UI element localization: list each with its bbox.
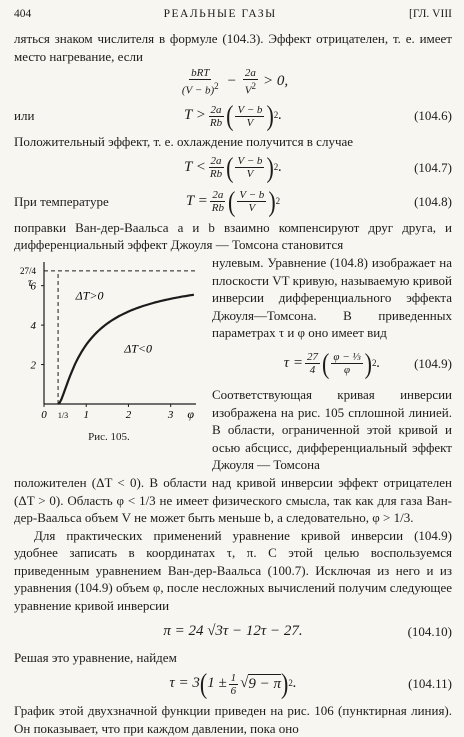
chapter-label: [ГЛ. VIII: [409, 8, 452, 20]
equation-104-10: [14, 615, 452, 649]
region-label-top: ΔT>0: [75, 288, 104, 303]
x-axis-label: φ: [187, 406, 194, 421]
equation-104-9: τ = $\frac{27}{4}$ ( $\frac{\text{φ − ⅓}}{\varphi}$ ) 2 . (104.9): [283, 347, 452, 380]
paragraph-4: поправки Ван-дер-Ваальса a и b взаимно компенсируют друг друга, и дифференциальный эффект Джоуля — Томсона становится: [14, 219, 452, 253]
paragraph-2: Положительный эффект, т. е. охлаждение получится в случае: [14, 134, 354, 150]
eq-number-104-8: (104.8): [414, 193, 452, 209]
y-tick-label: 2: [30, 359, 36, 372]
x-small-label: 1/3: [57, 410, 69, 420]
page-number: 404: [14, 8, 32, 20]
figure-wrap-block: [14, 254, 452, 474]
ili-word: или: [14, 108, 35, 124]
equation-104-11: τ = 3 ( 1 ± $\frac{1}{6}$ √ 9 − π ) 2 . (104.11): [169, 667, 452, 701]
y-top-label: 27/4: [19, 265, 36, 276]
y-tick-label: 6: [30, 280, 36, 293]
inversion-curve-chart: [14, 254, 204, 424]
eq-number-104-9: (104.9): [414, 356, 452, 372]
figure-105: [14, 254, 204, 446]
right-paragraph-1: нулевым. Уравнение (104.8) изображает на плоскости VT кривую, называемую кривой инверсии дифференциального эффекта Джоуля—Томсона. В приведенных параметрах τ и φ оно имеет вид: [212, 254, 452, 341]
figure-caption: Рис. 105.: [88, 430, 130, 443]
equation-104-6: или T > $\frac{2a}{Rb}$ ( $\frac{V - b}{V}$ ) 2 . (104.6): [14, 99, 452, 133]
eq-number-104-7: (104.7): [414, 159, 452, 175]
page: [14, 6, 452, 737]
eq-number-104-6: (104.6): [414, 108, 452, 124]
paragraph-8: График этой двухзначной функции приведен на рис. 106 (пунктирная линия). Он показывает, что при каждом давлении, пока оно: [14, 703, 452, 736]
running-title: РЕАЛЬНЫЕ ГАЗЫ: [163, 8, 277, 20]
eq-ineq-tail: > 0,: [263, 73, 289, 90]
right-paragraph-2: Соответствующая кривая инверсии изображена на рис. 105 сплошной линией. В области, ограниченной этой кривой и осью абсцисс, дифференциальный эффект Джоуля — Томсона: [212, 386, 452, 473]
eq-number-104-11: (104.11): [408, 676, 452, 692]
eq-104-10-body: π = 24 √3τ − 12τ − 27.: [163, 622, 303, 639]
paragraph-3-lead: При температуре: [14, 193, 109, 209]
equation-104-8: При температуре T = $\frac{2a}{Rb}$ ( $\frac{V - b}{V}$ ) 2 (104.8): [14, 185, 452, 218]
page-header: [14, 6, 452, 30]
y-axis-label: τ: [27, 274, 33, 289]
eq-number-104-10: (104.10): [407, 623, 452, 639]
paragraph-1: ляться знаком числителя в формуле (104.3). Эффект отрицателен, т. е. имеет место нагревание, если: [14, 31, 452, 64]
paragraph-5: положителен (ΔT < 0). В области над кривой инверсии эффект отрицателен (ΔT > 0). Область φ < 1/3 не имеет физического смысла, так как для газа Ван-дер-Ваальса объем V не может быть меньше b, а следовательно, φ > 1/3.: [14, 474, 452, 526]
x-tick-label: 3: [167, 408, 174, 421]
paragraph-6: Для практических применений уравнение кривой инверсии (104.9) удобнее записать в координатах τ, π. С этой целью воспользуемся приведенным уравнением Ван-дер-Ваальса (100.7). Исключая из него и из уравнения (104.9) объем φ, после несложных вычислений получим следующее уравнение кривой инверсии: [14, 527, 452, 614]
region-label-bottom: ΔT<0: [124, 341, 153, 356]
x-tick-label: 1: [83, 408, 89, 421]
right-column: [212, 254, 452, 474]
equation-ineq: $\frac{\text{bRT}}{(V - b)^2}$ − $\frac{2a}{V^2}$ > 0,: [181, 67, 289, 98]
y-tick-label: 4: [30, 320, 36, 333]
x-tick-label: 2: [125, 408, 132, 421]
equation-104-7: T < $\frac{2a}{Rb}$ ( $\frac{V - b}{V}$ ) 2 . (104.7): [183, 151, 452, 184]
paragraph-7: Решая это уравнение, найдем: [14, 649, 177, 665]
x-tick-label: 0: [41, 408, 47, 421]
